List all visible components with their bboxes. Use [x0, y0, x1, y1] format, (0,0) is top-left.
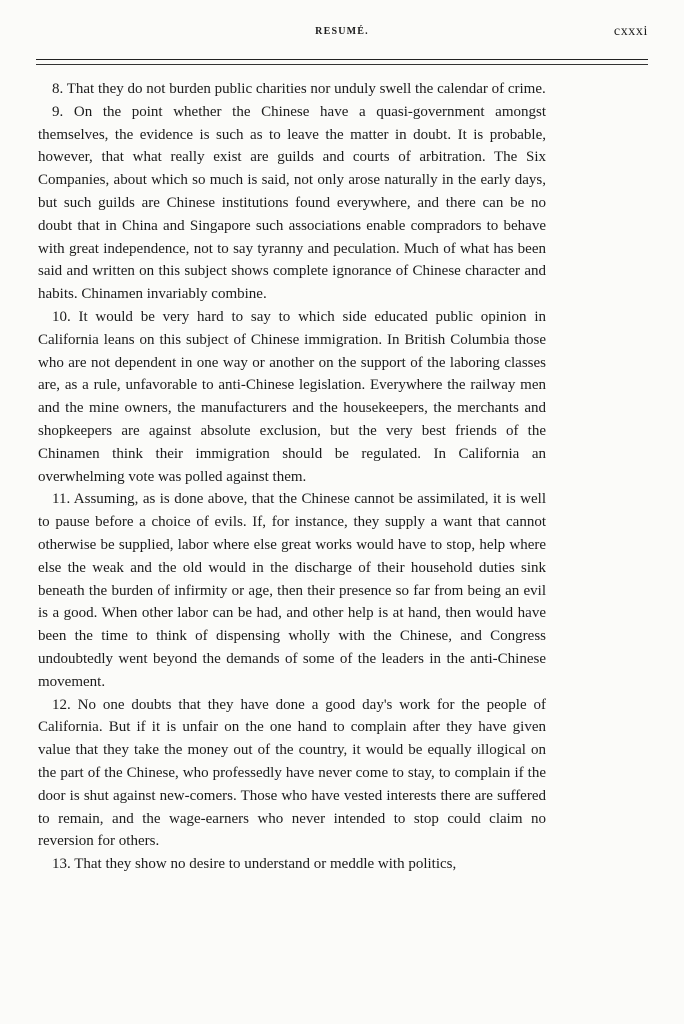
paragraph-13: 13. That they show no desire to understand or meddle with politics, — [52, 856, 457, 873]
body-text — [38, 78, 546, 876]
paragraph-8: 8. That they do not burden public charities nor unduly swell the calendar of crime. — [52, 81, 546, 97]
paragraph-9: 9. On the point whether the Chinese have a quasi-government amongst themselves, the evidence is such as to leave the matter in doubt. It is probable, however, that what really exist are guilds and courts of arbitration. The Six Companies, about which so much is said, not only arose naturally in the early days, but such guilds are Chinese institutions found everywhere, and there can be no doubt that in China and Singapore such associations enable compradors to behave with great independence, not to say tyranny and peculation. Much of what has been said and written on this subject shows complete ignorance of Chinese character and habits. Chinamen invariably combine. — [38, 103, 546, 303]
page-number: cxxxi — [613, 24, 648, 39]
paragraph-10: 10. It would be very hard to say to which side educated public opinion in California leans on this subject of Chinese immigration. In British Columbia those who are not dependent in one way or another on the support of the laboring classes are, as a rule, unfavorable to anti-Chinese legislation. Everywhere the railway men and the mine owners, the manufacturers and the housekeepers, the merchants and shopkeepers are against absolute exclusion, but the very best friends of the Chinamen think their immigration should be regulated. In California an overwhelming vote was polled against them. — [38, 308, 546, 485]
paragraph-12: 12. No one doubts that they have done a good day's work for the people of California. But if it is unfair on the one hand to complain after they have given value that they take the money out of the country, it would be equally illogical on the part of the Chinese, who professedly have never come to stay, to complain if the door is shut against new-comers. Those who have vested interests there are suffered to remain, and the wage-earners who never intended to stop could claim no reversion for others. — [38, 696, 546, 850]
header-title: RESUMÉ. — [315, 26, 369, 37]
paragraph-11: 11. Assuming, as is done above, that the Chinese cannot be assimilated, it is well to pause before a choice of evils. If, for instance, they supply a want that cannot otherwise be supplied, labor where else great works would have to stop, help where else the weak and the old would in the discharge of their household duties sink beneath the burden of infirmity or age, then their presence so far from being an evil is a good. When other labor can be had, and other help is at hand, then would have been the time to think of dispensing wholly with the Chinese, and Congress undoubtedly went beyond the demands of some of the leaders in the anti-Chinese movement. — [38, 491, 546, 690]
header-rule-thin — [36, 64, 648, 65]
running-header — [36, 22, 648, 42]
header-rule-thick — [36, 59, 648, 60]
